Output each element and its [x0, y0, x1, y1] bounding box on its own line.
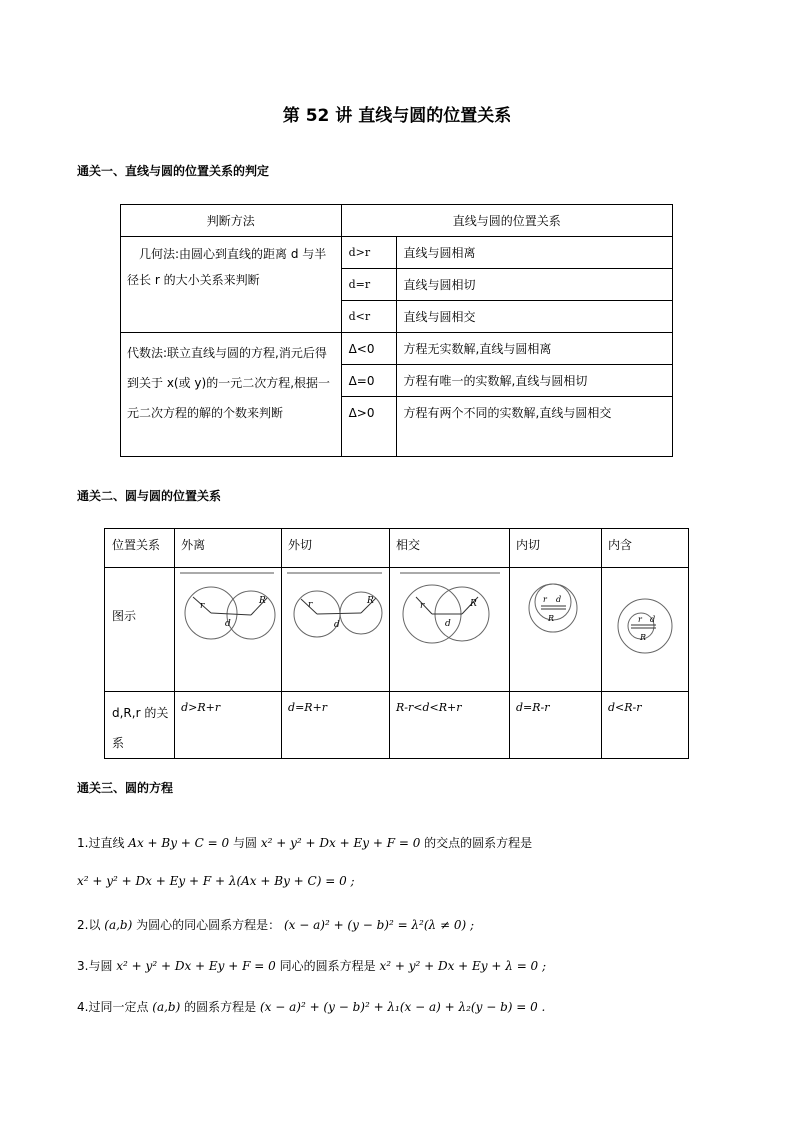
formula-1-prefix: 1.过直线: [77, 836, 125, 850]
label-r: r: [637, 615, 642, 624]
geo-cond: d<r: [341, 301, 396, 333]
diagram-intersect: [390, 568, 510, 692]
formula-1-equation: x² + y² + Dx + Ey + F + λ(Ax + By + C) = 0 ;: [77, 874, 355, 888]
diagram-label: 图示: [105, 568, 175, 692]
col-separate: 外离: [175, 529, 282, 568]
section-heading-1: 通关一、直线与圆的位置关系的判定: [77, 164, 270, 178]
algebraic-method: 代数法:联立直线与圆的方程,消元后得到关于 x(或 y)的一元二次方程,根据一元二次方程的解的个数来判断: [121, 333, 342, 457]
formula-2-center: (a,b): [104, 918, 133, 932]
alg-result: 方程有两个不同的实数解,直线与圆相交: [396, 397, 672, 457]
relation-contained: d<R-r: [601, 692, 688, 759]
label-R: R: [639, 633, 646, 642]
formula-1-circle: x² + y² + Dx + Ey + F = 0: [260, 836, 421, 850]
geo-result: 直线与圆相离: [396, 237, 672, 269]
label-R: R: [367, 596, 374, 606]
formula-1-suffix: 的交点的圆系方程是: [424, 836, 533, 850]
diagram-external-tangent: [282, 568, 390, 692]
relation-separate: d>R+r: [175, 692, 282, 759]
label-R: R: [470, 599, 477, 609]
col-internal-tangent: 内切: [509, 529, 601, 568]
label-d: d: [649, 615, 656, 624]
formula-3: [77, 957, 546, 974]
header-method: 判断方法: [121, 205, 342, 237]
alg-cond: Δ=0: [341, 365, 396, 397]
alg-result: 方程无实数解,直线与圆相离: [396, 333, 672, 365]
geo-cond: d=r: [341, 269, 396, 301]
geo-result: 直线与圆相交: [396, 301, 672, 333]
geometric-method: 几何法:由圆心到直线的距离 d 与半径长 r 的大小关系来判断: [121, 237, 342, 333]
diagram-separate: [175, 568, 282, 692]
geo-result: 直线与圆相切: [396, 269, 672, 301]
relation-intersect: R-r<d<R+r: [390, 692, 510, 759]
col-intersect: 相交: [390, 529, 510, 568]
relation-external-tangent: d=R+r: [282, 692, 390, 759]
label-d: d: [445, 619, 451, 629]
formula-4-equation: (x − a)² + (y − b)² + λ₁(x − a) + λ₂(y − b) = 0 .: [259, 1000, 546, 1014]
diagram-internal-tangent: [509, 568, 601, 692]
geo-cond: d>r: [341, 237, 396, 269]
label-r: r: [200, 601, 205, 611]
formula-4-mid: 的圆系方程是: [184, 1000, 257, 1014]
alg-result: 方程有唯一的实数解,直线与圆相切: [396, 365, 672, 397]
diagram-contained: [601, 568, 688, 692]
formula-3-prefix: 3.与圆: [77, 959, 113, 973]
label-r: r: [308, 600, 313, 610]
formula-1-mid: 与圆: [233, 836, 258, 850]
section-heading-3: 通关三、圆的方程: [77, 781, 174, 795]
formula-4-prefix: 4.过同一定点: [77, 1000, 149, 1014]
formula-4: [77, 998, 545, 1015]
row-header-relation: 位置关系: [105, 529, 175, 568]
label-R: R: [259, 596, 266, 606]
col-contained: 内含: [601, 529, 688, 568]
relation-label: d,R,r 的关系: [105, 692, 175, 759]
relation-internal-tangent: d=R-r: [509, 692, 601, 759]
formula-3-equation: x² + y² + Dx + Ey + λ = 0 ;: [379, 959, 547, 973]
label-r: r: [542, 595, 547, 604]
formula-1-line: Ax + By + C = 0: [128, 836, 230, 850]
formula-3-mid: 同心的圆系方程是: [279, 959, 376, 973]
alg-cond: Δ<0: [341, 333, 396, 365]
label-R: R: [547, 614, 555, 623]
label-d: d: [555, 595, 562, 604]
alg-cond: Δ>0: [341, 397, 396, 457]
label-d: d: [334, 620, 340, 630]
formula-4-point: (a,b): [152, 1000, 181, 1014]
label-r: r: [420, 601, 425, 611]
section-heading-2: 通关二、圆与圆的位置关系: [77, 489, 222, 503]
page-title: 第 52 讲 直线与圆的位置关系: [282, 106, 512, 126]
formula-2-equation: (x − a)² + (y − b)² = λ²(λ ≠ 0) ;: [283, 918, 474, 932]
label-d: d: [225, 619, 231, 629]
formula-1: [77, 834, 532, 851]
formula-3-circle: x² + y² + Dx + Ey + F = 0: [116, 959, 276, 973]
circle-circle-table: [104, 528, 689, 759]
formula-2-mid: 为圆心的同心圆系方程是：: [136, 918, 281, 932]
formula-2: [77, 916, 474, 933]
formula-2-prefix: 2.以: [77, 918, 101, 932]
header-relation: 直线与圆的位置关系: [341, 205, 672, 237]
line-circle-table: [120, 204, 673, 457]
col-external-tangent: 外切: [282, 529, 390, 568]
formula-1-result: [77, 874, 355, 888]
